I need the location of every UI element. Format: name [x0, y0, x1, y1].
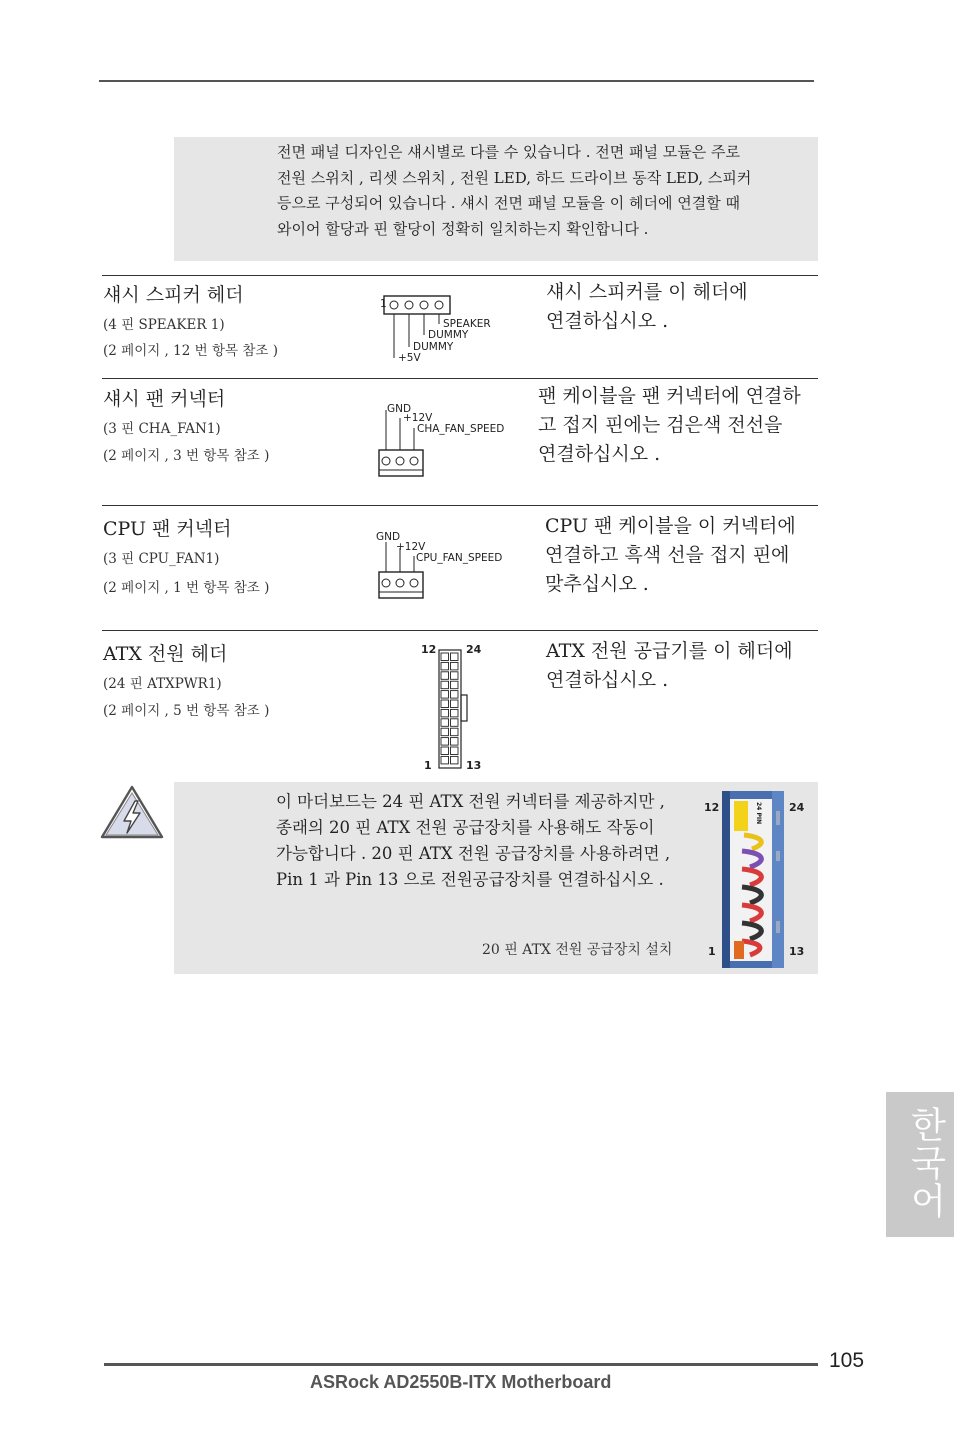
photo-caption: 20 핀 ATX 전원 공급장치 설치	[482, 942, 673, 958]
atx-pin	[441, 756, 449, 764]
atx-pin	[441, 719, 449, 727]
atx-pin	[441, 672, 449, 680]
photo-pin-label-13: 13	[789, 945, 805, 958]
section-description	[546, 637, 818, 695]
section-description	[538, 382, 818, 469]
diagram-label-5v: +5V	[398, 352, 421, 364]
section-title: CPU 팬 커넥터	[103, 518, 232, 540]
atx-pin	[451, 691, 459, 699]
diagram-pin1-label: 1	[380, 298, 387, 310]
section-pin-info: (3 핀 CHA_FAN1)	[103, 421, 221, 437]
intro-note-line: 등으로 구성되어 있습니다 . 섀시 전면 패널 모듈을 이 헤더에 연결할 때	[277, 194, 740, 212]
intro-note-line: 전면 패널 디자인은 섀시별로 다를 수 있습니다 . 전면 패널 모듈은 주로	[277, 143, 740, 161]
section-page-ref: (2 페이지 , 5 번 항목 참조 )	[103, 703, 270, 719]
atx-pin	[441, 738, 449, 746]
intro-note-line: 전원 스위치 , 리셋 스위치 , 전원 LED, 하드 드라이브 동작 LED, 스피커	[277, 168, 752, 187]
footer-title: ASRock AD2550B-ITX Motherboard	[310, 1372, 612, 1392]
description-line: 섀시 스피커를 이 헤더에	[546, 281, 748, 303]
diagram-label-gnd: GND	[387, 403, 412, 415]
section-description	[545, 512, 817, 599]
atx-pin	[451, 672, 459, 680]
atx-pin	[451, 709, 459, 717]
warning-note-line: 이 마더보드는 24 핀 ATX 전원 커넥터를 제공하지만 ,	[276, 792, 665, 811]
section-description	[546, 278, 816, 336]
section-pin-info: (3 핀 CPU_FAN1)	[103, 551, 220, 567]
atx-pin	[441, 653, 449, 661]
section-page-ref: (2 페이지 , 1 번 항목 참조 )	[103, 580, 270, 596]
section-divider	[102, 378, 818, 379]
top-rule	[99, 80, 814, 82]
section-pin-info: (24 핀 ATXPWR1)	[103, 676, 222, 692]
atx-pin-label-24: 24	[466, 643, 482, 656]
footer-rule	[104, 1363, 818, 1366]
language-tab-label: 한국어	[905, 1106, 946, 1220]
atx-pin	[441, 691, 449, 699]
atx-pin	[451, 653, 459, 661]
diagram-label-gnd: GND	[376, 531, 401, 543]
atx-pin	[441, 662, 449, 670]
description-line: 연결하십시오 .	[546, 669, 669, 691]
description-line: 맞추십시오 .	[545, 573, 649, 595]
atx-pin	[451, 728, 459, 736]
atx-pin	[441, 709, 449, 717]
atx-latch	[461, 695, 467, 721]
atx-pin	[441, 747, 449, 755]
photo-sticker-label: 24 PIN	[755, 802, 762, 825]
photo-pin-label-24: 24	[789, 801, 805, 814]
diagram-label-12v: +12V	[396, 541, 426, 553]
description-line: ATX 전원 공급기를 이 헤더에	[546, 640, 793, 662]
section-divider	[102, 505, 818, 506]
diagram-label-dummy: DUMMY	[428, 329, 469, 341]
diagram-label-fan-speed: CHA_FAN_SPEED	[417, 423, 505, 435]
atx-pin	[451, 700, 459, 708]
intro-note-line: 와이어 할당과 핀 할당이 정확히 일치하는지 확인합니다 .	[277, 219, 649, 238]
diagram-label-fan-speed: CPU_FAN_SPEED	[416, 552, 503, 564]
diagram-label-dummy: DUMMY	[413, 341, 454, 353]
description-line: 팬 케이블을 팬 커넥터에 연결하	[538, 385, 801, 407]
section-pin-info: (4 핀 SPEAKER 1)	[103, 317, 225, 333]
photo-pin-label-1: 1	[708, 945, 716, 958]
description-line: 연결하고 흑색 선을 접지 핀에	[545, 544, 790, 566]
atx-pin	[451, 662, 459, 670]
atx-pin	[451, 719, 459, 727]
atx-pin	[441, 700, 449, 708]
atx-pin	[451, 738, 459, 746]
intro-note-box	[174, 137, 818, 261]
warning-note-line: 가능합니다 . 20 핀 ATX 전원 공급장치를 사용하려면 ,	[276, 844, 671, 863]
warning-icon	[100, 783, 164, 841]
atx-pin	[441, 728, 449, 736]
section-title: 섀시 팬 커넥터	[103, 388, 226, 410]
atx-pin-label-13: 13	[466, 759, 482, 772]
description-line: 연결하십시오 .	[546, 310, 669, 332]
description-line: 고 접지 핀에는 검은색 전선을	[538, 414, 783, 436]
atx-pin-label-12: 12	[421, 643, 437, 656]
diagram-label-speaker: SPEAKER	[443, 318, 491, 330]
section-page-ref: (2 페이지 , 3 번 항목 참조 )	[103, 448, 270, 464]
atx-pin	[451, 681, 459, 689]
atx-pin	[451, 747, 459, 755]
atx-pin	[441, 681, 449, 689]
description-line: CPU 팬 케이블을 이 커넥터에	[545, 515, 796, 537]
section-title: ATX 전원 헤더	[103, 643, 228, 665]
description-line: 연결하십시오 .	[538, 443, 661, 465]
intro-note-text	[277, 140, 817, 242]
section-divider	[102, 630, 818, 631]
atx-power-diagram	[436, 648, 470, 770]
warning-note-line: Pin 1 과 Pin 13 으로 전원공급장치를 연결하십시오 .	[276, 870, 664, 889]
page-number: 105	[829, 1349, 865, 1372]
section-title: 섀시 스피커 헤더	[103, 284, 244, 306]
photo-pin-label-12: 12	[704, 801, 720, 814]
atx-pin-label-1: 1	[424, 759, 432, 772]
section-page-ref: (2 페이지 , 12 번 항목 참조 )	[103, 343, 278, 359]
warning-note-text	[276, 789, 696, 893]
diagram-label-12v: +12V	[403, 412, 433, 424]
warning-note-line: 종래의 20 핀 ATX 전원 공급장치를 사용해도 작동이	[276, 818, 655, 837]
atx-pin	[451, 756, 459, 764]
language-tab	[886, 1092, 954, 1237]
section-divider	[102, 275, 818, 276]
